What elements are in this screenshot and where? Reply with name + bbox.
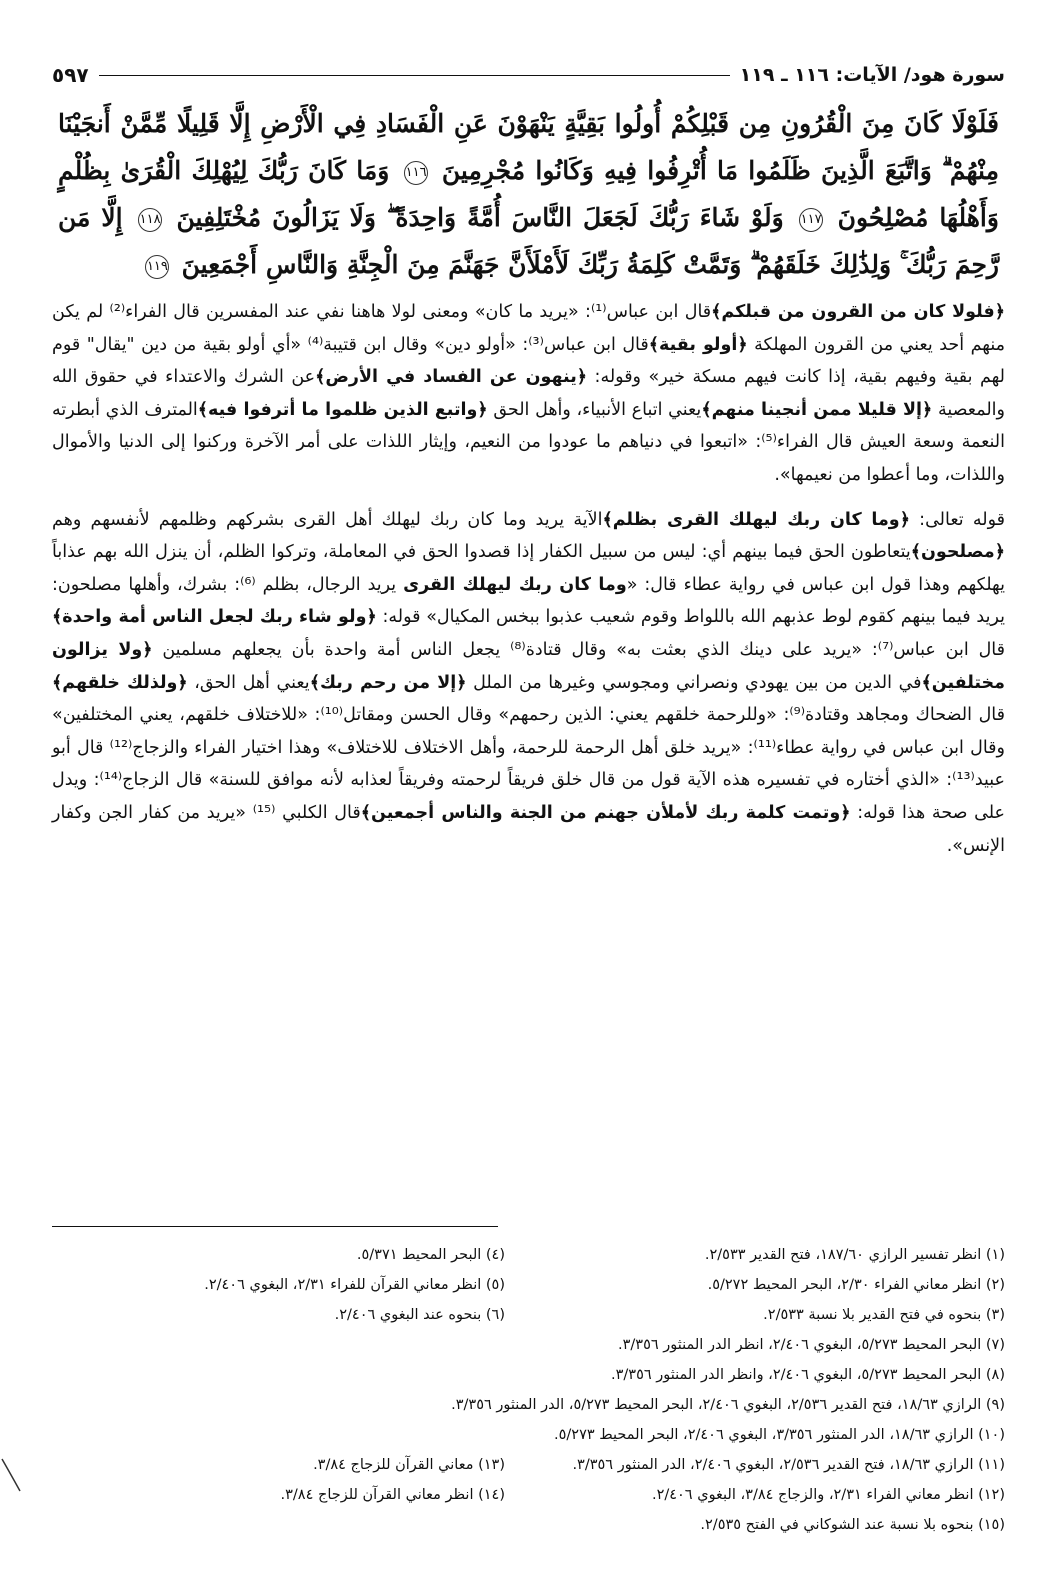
quoted-verse: ﴿وتمت كلمة ربك لأملأن جهنم من الجنة والناس أجمعين﴾: [360, 802, 851, 823]
footnote: (٥) انظر معاني القرآن للفراء ٢/٣١، البغوي ٢/٤٠٦.: [204, 1277, 505, 1293]
quoted-verse: ﴿ولا يزالون مختلفين﴾: [52, 639, 1006, 693]
footnote-separator: [52, 1226, 498, 1227]
verse-text: وَلَوْ شَاءَ رَبُّكَ لَجَعَلَ النَّاسَ أُمَّةً وَاحِدَةً ۖ وَلَا يَزَالُونَ مُخْتَلِفِينَ: [176, 203, 784, 232]
commentary-text: في الدين من بين يهودي ونصراني ومجوسي وغيرها من الملل: [466, 672, 922, 693]
surah-verse-range: سورة هود/ الآيات: ١١٦ ـ ١١٩: [739, 64, 1005, 86]
quoted-verse: ﴿ولذلك خلقهم﴾: [52, 672, 188, 693]
verse-text: فَلَوْلَا كَانَ مِنَ الْقُرُونِ مِن قَبْلِكُمْ أُولُوا بَقِيَّةٍ يَنْهَوْنَ عَنِ الْفَسَادِ فِي الْأَرْضِ إِلَّا قَلِيلًا مِّمَّنْ أَنجَيْنَا مِنْهُمْ ۗ وَاتَّبَعَ الَّذِينَ ظَلَمُوا مَا أُتْرِفُوا فِيهِ وَكَانُوا مُجْرِمِينَ: [58, 109, 999, 185]
quoted-verse: ﴿إلا قليلا ممن أنجينا منهم﴾: [701, 399, 933, 420]
footnote: (٧) البحر المحيط ٥/٢٧٣، البغوي ٢/٤٠٦، انظر الدر المنثور ٣/٣٥٦.: [618, 1337, 1005, 1353]
commentary-text: قال الكلبي ⁽¹⁵⁾ «يريد من كفار الجن وكفار الإنس».: [52, 802, 1005, 856]
footnote: (١٥) بنحوه بلا نسبة عند الشوكاني في الفتح ٢/٥٣٥.: [700, 1517, 1005, 1533]
footnote-row: [52, 1450, 1005, 1480]
footnote: (٢) انظر معاني الفراء ٢/٣٠، البحر المحيط ٥/٢٧٢.: [707, 1277, 1005, 1293]
footnote-row: [52, 1300, 1005, 1330]
commentary-text: يتعاطون الحق فيما بينهم أي: ليس من سبيل الكفار إذا قصدوا الحق في المعاملة، وتركوا الظلم، أن ينزل الله بهم عذاباً يهلكهم وهذا قول ابن عباس في رواية عطاء قال: «: [52, 542, 1005, 595]
page-number: ٥٩٧: [52, 63, 89, 87]
ayah-number-marker: ١١٩: [145, 255, 169, 279]
running-header: [52, 60, 1005, 90]
footnote: (٣) بنحوه في فتح القدير بلا نسبة ٢/٥٣٣.: [763, 1307, 1005, 1323]
quoted-verse: ﴿إلا من رحم ربك﴾: [309, 672, 467, 693]
commentary-text: يعني اتباع الأنبياء، وأهل الحق: [487, 399, 702, 420]
quoted-verse: ﴿وما كان ربك ليهلك القرى بظلم﴾: [602, 509, 910, 530]
quoted-verse: وما كان ربك ليهلك القرى: [403, 574, 627, 595]
header-rule: [99, 75, 730, 76]
commentary-text: قال ابن عباس⁽⁷⁾: «يريد على دينك الذي بعثت به» وقال قتادة⁽⁸⁾ يجعل الناس أمة واحدة بأن يجعلهم مسلمين: [152, 639, 1005, 660]
footnote: (١١) الرازي ١٨/٦٣، فتح القدير ٢/٥٣٦، البغوي ٢/٤٠٦، الدر المنثور ٣/٣٥٦.: [572, 1457, 1005, 1473]
footnote: (١٠) الرازي ١٨/٦٣، الدر المنثور ٣/٣٥٦، البغوي ٢/٤٠٦، البحر المحيط ٥/٢٧٣.: [554, 1427, 1005, 1443]
commentary-text: قوله تعالى:: [909, 509, 1005, 530]
commentary-text: قال ابن عباس⁽¹⁾: «يريد ما كان» ومعنى لولا هاهنا نفي عند المفسرين قال الفراء⁽²⁾ لم يكن منهم أحد يعني من القرون المهلكة: [52, 302, 1005, 355]
footnote: (١٣) معاني القرآن للزجاج ٣/٨٤.: [313, 1457, 505, 1473]
footnotes: [52, 1240, 1005, 1540]
verse-text: وَمَا كَانَ رَبُّكَ لِيُهْلِكَ الْقُرَىٰ بِظُلْمٍ وَأَهْلُهَا مُصْلِحُونَ: [58, 156, 999, 232]
commentary-text: قال الضحاك ومجاهد وقتادة⁽⁹⁾: «وللرحمة خلقهم يعني: الذين رحمهم» وقال الحسن ومقاتل⁽¹⁰⁾: «للاختلاف خلقهم، يعني المختلفين» وقال ابن عباس في رواية عطاء⁽¹¹⁾: «يريد خلق أهل الرحمة للرحمة، وأهل الاختلاف للاختلاف» وهذا اختيار الفراء والزجاج⁽¹²⁾ قال أبو عبيد⁽¹³⁾: «الذي أختاره في تفسيره هذه الآية قول من قال خلق فريقاً لرحمته وفريقاً لعذابه لأنه موافق للسنة» قال الزجاج⁽¹⁴⁾: ويدل على صحة هذا قوله:: [52, 705, 1006, 823]
footnote: (٦) بنحوه عند البغوي ٢/٤٠٦.: [334, 1307, 505, 1323]
quoted-verse: ﴿فلولا كان من القرون من قبلكم﴾: [711, 302, 1005, 322]
footnote: (١) انظر تفسير الرازي ١٨٧/٦٠، فتح القدير ٢/٥٣٣.: [704, 1247, 1005, 1263]
scan-edge-mark: [0, 1455, 24, 1495]
footnote-row: [52, 1270, 1005, 1300]
footnote: (٤) البحر المحيط ٥/٣٧١.: [356, 1247, 505, 1263]
quoted-verse: ﴿واتبع الذين ظلموا ما أترفوا فيه﴾: [197, 399, 488, 420]
quoted-verse: ﴿أولو بقية﴾: [648, 334, 748, 355]
commentary-text: المترف الذي أبطرته النعمة وسعة العيش قال الفراء⁽⁵⁾: «اتبعوا في دنياهم ما عودوا من النعيم، وإيثار اللذات على أمر الآخرة وركنوا إلى الدنيا والأموال واللذات، وما أعطوا من نعيمها».: [52, 399, 1005, 485]
footnote-row: [52, 1240, 1005, 1270]
commentary-text: عن الشرك والاعتداء في حقوق الله والمعصية: [52, 367, 1005, 420]
ayah-number-marker: ١١٧: [799, 208, 823, 232]
footnote: (٨) البحر المحيط ٥/٢٧٣، البغوي ٢/٤٠٦، وانظر الدر المنثور ٣/٣٥٦.: [611, 1367, 1005, 1383]
commentary-paragraph: [52, 296, 1005, 492]
commentary-text: قال ابن عباس⁽³⁾: «أولو دين» وقال ابن قتيبة⁽⁴⁾ «أي أولو بقية من دين "يقال" قوم لهم بقية وفيهم بقية، إذا كانت فيهم مسكة خير» وقوله:: [52, 334, 1005, 388]
commentary-paragraph: [52, 504, 1005, 863]
quoted-verse: ﴿ولو شاء ربك لجعل الناس أمة واحدة﴾: [52, 607, 377, 628]
footnote: (٩) الرازي ١٨/٦٣، فتح القدير ٢/٥٣٦، البغوي ٢/٤٠٦، البحر المحيط ٥/٢٧٣، الدر المنثور ٣/٣٥٦.: [451, 1397, 1005, 1413]
ayah-number-marker: ١١٦: [404, 161, 428, 185]
commentary-text: يريد الرجال، بظلم ⁽⁶⁾: بشرك، وأهلها مصلحون: يريد فيما بينهم كقوم لوط عذبهم الله باللواط وقوم شعيب عذبوا ببخس المكيال» قوله:: [52, 574, 1005, 628]
quoted-verse: ﴿مصلحون﴾: [910, 542, 1005, 563]
quoted-verse: ﴿ينهون عن الفساد في الأرض﴾: [315, 367, 588, 388]
footnote-row: [52, 1480, 1005, 1510]
tafsir-commentary: [52, 296, 1005, 862]
commentary-text: الآية يريد وما كان ربك ليهلك أهل القرى بشركهم وظلمهم لأنفسهم وهم: [52, 509, 603, 530]
footnote: (١٢) انظر معاني الفراء ٢/٣١، والزجاج ٣/٨٤، البغوي ٢/٤٠٦.: [651, 1487, 1005, 1503]
commentary-text: يعني أهل الحق،: [187, 672, 310, 693]
verse-text: إِلَّا مَن رَّحِمَ رَبُّكَ ۚ وَلِذَٰلِكَ خَلَقَهُمْ ۗ وَتَمَّتْ كَلِمَةُ رَبِّكَ لَأَمْلَأَنَّ جَهَنَّمَ مِنَ الْجِنَّةِ وَالنَّاسِ أَجْمَعِينَ: [58, 203, 999, 279]
footnote: (١٤) انظر معاني القرآن للزجاج ٣/٨٤.: [280, 1487, 505, 1503]
ayah-number-marker: ١١٨: [138, 208, 162, 232]
quran-verses: [58, 100, 999, 288]
